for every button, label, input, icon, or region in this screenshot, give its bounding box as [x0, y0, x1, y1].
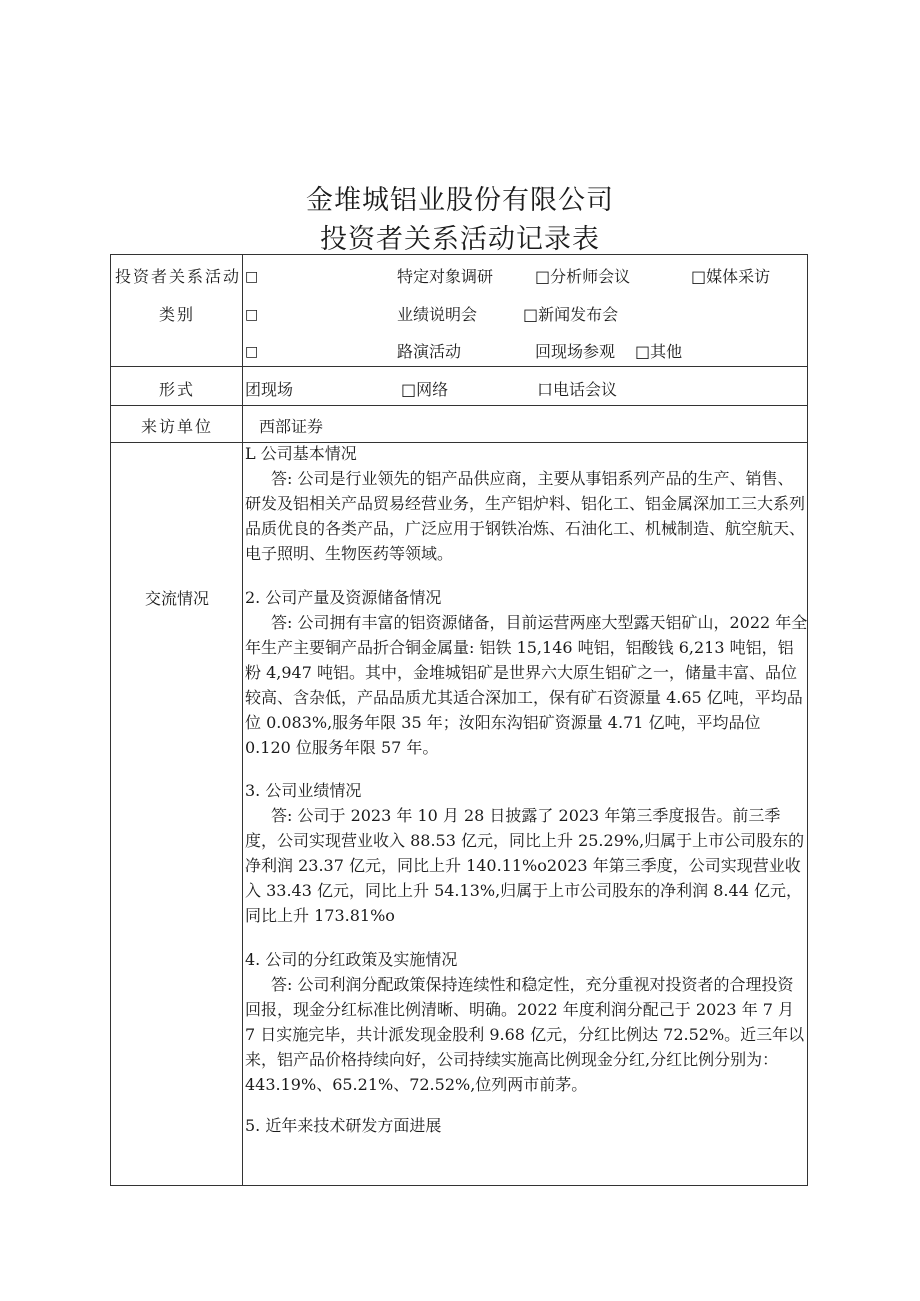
section-heading: 4. 公司的分红政策及实施情况 — [245, 950, 458, 969]
category-label-line1: 投资者关系活动 — [115, 267, 242, 286]
section-answer: 答: 公司于 2023 年 10 月 28 日披露了 2023 年第三季度报告。前三季度，公司实现营业收入 88.53 亿元，同比上升 25.29%,归属于上市公司股东的净利润 23.37 亿元，同比上升 140.11%o2023 年第三季度，公司实现营业收入 33.43 亿元，同比上升 54.13%,归属于上市公司股东的净利润 8.44 亿元，同比上升 173.81%o — [245, 806, 805, 925]
visitor-value: 西部证券 — [259, 417, 324, 436]
section-heading: 3. 公司业绩情况 — [245, 781, 362, 800]
option-earnings-call: 业绩说明会 — [397, 305, 478, 324]
section-heading: 5. 近年来技术研发方面进展 — [245, 1116, 442, 1135]
checkbox-specific-research[interactable]: □ — [245, 269, 259, 285]
section-answer: 答: 公司拥有丰富的铝资源储备，目前运营两座大型露天铝矿山，2022 年全年生产主要铜产品折合铜金属量: 铝铁 15,146 吨铝，铝酸钱 6,213 吨铝，铝粉 4,947 吨铝。其中，金堆城铝矿是世界六大原生铝矿之一，储量丰富、品位较高、含杂低，产品品质尤其适合深加工，保有矿石资源量 4.65 亿吨，平均品位 0.083%,服务年限 35 年；汝阳东沟铝矿资源量 4.71 亿吨，平均品位 0.120 位服务年限 57 年。 — [245, 613, 808, 757]
section-rnd-progress — [245, 1113, 809, 1138]
option-conference-call[interactable]: 口电话会议 — [537, 380, 618, 399]
section-answer: 答: 公司利润分配政策保持连续性和稳定性，充分重视对投资者的合理投资回报，现金分红标准比例清晰、明确。2022 年度利润分配己于 2023 年 7 月 7 日实施完毕，共计派发现金股利 9.68 亿元，分红比例达 72.52%。近三年以来，铝产品价格持续向好，公司持续实施高比例现金分红,分红比例分别为：443.19%、65.21%、72.52%,位列两市前茅。 — [245, 975, 805, 1094]
option-specific-research: 特定对象调研 — [397, 267, 494, 286]
section-heading: 2. 公司产量及资源储备情况 — [245, 588, 442, 607]
row-divider — [111, 366, 807, 367]
row-divider — [111, 405, 807, 406]
document-title: 投资者关系活动记录表 — [320, 224, 600, 255]
option-onsite[interactable]: 团现场 — [245, 380, 294, 399]
column-divider — [242, 255, 243, 1185]
section-heading: L 公司基本情况 — [245, 444, 357, 463]
company-title: 金堆城铝业股份有限公司 — [306, 185, 614, 216]
option-site-visit[interactable]: 回现场参观 — [535, 342, 616, 361]
option-media-interview[interactable]: □媒体采访 — [691, 267, 771, 286]
section-output-reserves — [245, 585, 809, 760]
option-other[interactable]: □其他 — [635, 342, 683, 361]
option-press-conference[interactable]: □新闻发布会 — [523, 305, 619, 324]
form-label: 形式 — [159, 380, 196, 399]
section-answer: 答: 公司是行业领先的铝产品供应商，主要从事铝系列产品的生产、销售、研发及铝相关产品贸易经营业务，生产铝炉料、铝化工、铝金属深加工三大系列品质优良的各类产品，广泛应用于钢铁冶炼、石油化工、机械制造、航空航天、电子照明、生物医药等领域。 — [245, 469, 806, 563]
option-roadshow: 路演活动 — [397, 342, 462, 361]
record-table — [110, 254, 808, 1186]
section-basic-info — [245, 441, 809, 566]
option-analyst-meeting[interactable]: □分析师会议 — [535, 267, 631, 286]
checkbox-roadshow[interactable]: □ — [245, 344, 259, 360]
category-label-line2: 类别 — [159, 305, 196, 324]
section-performance — [245, 778, 809, 928]
option-online[interactable]: □网络 — [401, 380, 449, 399]
visitor-label: 来访单位 — [141, 417, 214, 436]
checkbox-earnings-call[interactable]: □ — [245, 307, 259, 323]
exchange-label: 交流情况 — [145, 589, 210, 608]
section-dividend-policy — [245, 947, 809, 1097]
